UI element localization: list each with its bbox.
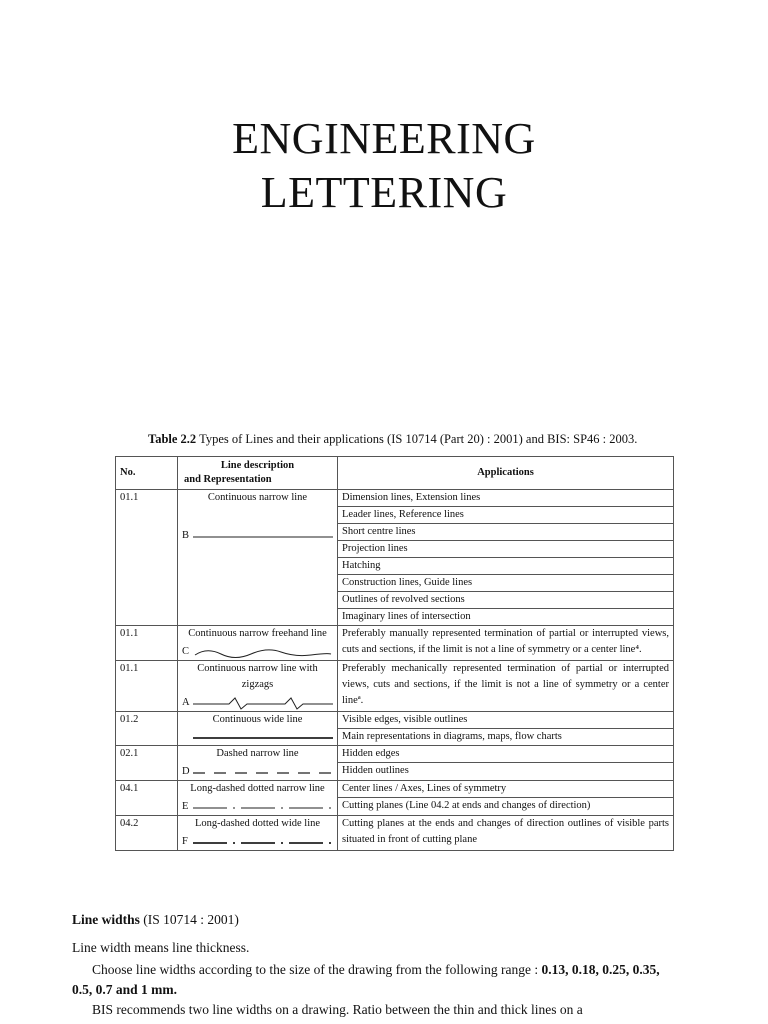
- row-description: [178, 816, 338, 851]
- row-applications: [338, 746, 674, 781]
- row-description: [178, 781, 338, 816]
- line-widths-heading-rest: (IS 10714 : 2001): [139, 912, 239, 927]
- title-line-1: ENGINEERING: [232, 114, 536, 163]
- table-caption: [148, 432, 637, 447]
- line-letter: D: [182, 766, 190, 777]
- line-letter: B: [182, 530, 190, 541]
- application-item: Short centre lines: [338, 524, 673, 541]
- table-row: [116, 661, 674, 712]
- line-description: Dashed narrow line: [216, 748, 299, 759]
- row-number: 01.1: [116, 661, 178, 712]
- application-text: Preferably manually represented termination of partial or interrupted views, cuts and sections, if the limit is not a line of symmetry or a center line⁴.: [342, 628, 669, 655]
- row-description: [178, 490, 338, 626]
- table-row: [116, 712, 674, 746]
- line-description: Continuous narrow line: [207, 492, 308, 503]
- line-sample-solid: [193, 529, 333, 543]
- row-description: [178, 746, 338, 781]
- table-caption-text: Types of Lines and their applications (IS 10714 (Part 20) : 2001) and BIS: SP46 : 2003.: [199, 432, 638, 446]
- paragraph-2-text: Choose line widths according to the size of the drawing from the following range :: [92, 962, 542, 977]
- line-description: Continuous narrow freehand line: [188, 628, 327, 639]
- line-sample-dashdot: [193, 800, 333, 814]
- row-applications: [338, 490, 674, 626]
- row-applications: [338, 816, 674, 851]
- row-number: 01.2: [116, 712, 178, 746]
- application-item: Cutting planes (Line 04.2 at ends and changes of direction): [342, 800, 591, 811]
- line-representation: [182, 528, 333, 544]
- application-item: Hidden outlines: [342, 765, 409, 776]
- table-header-row: [116, 457, 674, 490]
- line-representation: [182, 834, 333, 850]
- application-item: Dimension lines, Extension lines: [338, 490, 673, 507]
- application-text: Preferably mechanically represented termination of partial or interrupted views, cuts and sections, if the limit is not a line of symmetry or a center lineª.: [342, 663, 669, 706]
- paragraph-2-bold: 0.13, 0.18, 0.25, 0.35, 0.5, 0.7 and 1 mm.: [72, 962, 660, 997]
- header-no: No.: [116, 457, 178, 490]
- line-representation: [182, 730, 333, 744]
- application-item: Construction lines, Guide lines: [338, 575, 673, 592]
- row-number: 02.1: [116, 746, 178, 781]
- paragraph-3: BIS recommends two line widths on a drawing. Ratio between the thin and thick lines on a: [92, 1002, 583, 1017]
- line-sample-wide: [193, 730, 333, 744]
- application-item: Visible edges, visible outlines: [338, 712, 673, 729]
- line-sample-dashed: [193, 765, 333, 779]
- line-representation: [182, 764, 333, 780]
- row-applications: [338, 712, 674, 746]
- table-row: [116, 746, 674, 781]
- application-item: Main representations in diagrams, maps, flow charts: [342, 731, 562, 742]
- application-item: Outlines of revolved sections: [338, 592, 673, 609]
- paragraph-1: Line width means line thickness.: [72, 940, 250, 955]
- table-row: [116, 816, 674, 851]
- line-widths-heading-bold: Line widths: [72, 912, 140, 927]
- row-description: [178, 661, 338, 712]
- row-description: [178, 712, 338, 746]
- row-applications: [338, 626, 674, 661]
- paragraph-2: [72, 960, 672, 1000]
- line-representation: [182, 695, 333, 711]
- line-sample-freehand: [193, 645, 333, 659]
- line-letter: C: [182, 646, 190, 657]
- application-text: Cutting planes at the ends and changes of direction outlines of visible parts situated in front of cutting plane: [342, 818, 669, 845]
- line-sample-dashdot-wide: [193, 835, 333, 849]
- line-types-table: [115, 456, 674, 851]
- line-representation: [182, 644, 333, 660]
- application-item: Projection lines: [338, 541, 673, 558]
- page-title: [0, 112, 768, 220]
- row-applications: [338, 781, 674, 816]
- table-caption-label: Table 2.2: [148, 432, 197, 446]
- row-number: 04.1: [116, 781, 178, 816]
- application-item: Hidden edges: [338, 746, 673, 763]
- line-description: Long-dashed dotted wide line: [194, 818, 321, 829]
- table-row: [116, 781, 674, 816]
- line-representation: [182, 799, 333, 815]
- table-row: [116, 490, 674, 626]
- table-row: [116, 626, 674, 661]
- row-number: 04.2: [116, 816, 178, 851]
- line-letter: A: [182, 697, 190, 708]
- row-number: 01.1: [116, 490, 178, 626]
- line-letter: E: [182, 801, 189, 812]
- row-description: [178, 626, 338, 661]
- title-line-2: LETTERING: [260, 168, 508, 217]
- application-item: Hatching: [338, 558, 673, 575]
- header-applications: Applications: [338, 457, 674, 490]
- line-description: Continuous wide line: [212, 714, 303, 725]
- line-letter: F: [182, 836, 188, 847]
- application-item: Imaginary lines of intersection: [342, 611, 471, 622]
- application-item: Center lines / Axes, Lines of symmetry: [338, 781, 673, 798]
- header-description: [178, 457, 338, 490]
- line-description: Continuous narrow line with zigzags: [197, 663, 318, 690]
- line-sample-zigzag: [193, 696, 333, 710]
- header-desc-line-2: and Representation: [184, 474, 272, 485]
- line-widths-heading: [72, 910, 672, 930]
- row-number: 01.1: [116, 626, 178, 661]
- line-description: Long-dashed dotted narrow line: [190, 783, 325, 794]
- application-item: Leader lines, Reference lines: [338, 507, 673, 524]
- header-desc-line-1: Line description: [220, 460, 295, 471]
- row-applications: [338, 661, 674, 712]
